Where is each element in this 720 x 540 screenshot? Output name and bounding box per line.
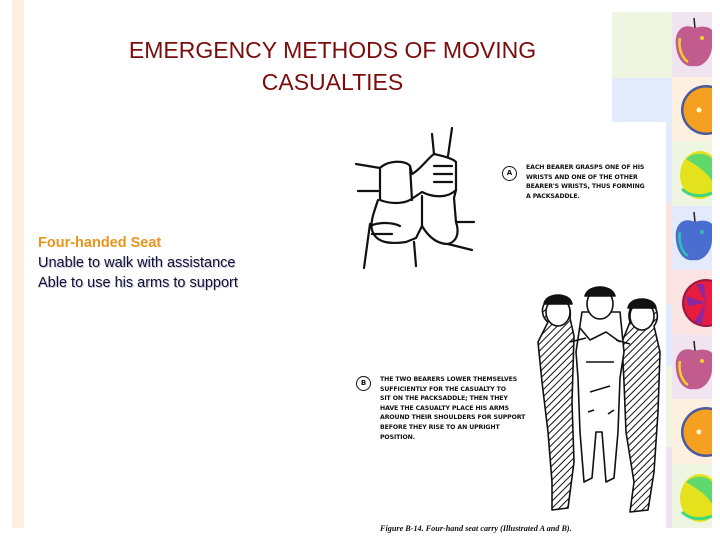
step-a-text bbox=[526, 163, 645, 201]
orange-icon bbox=[672, 77, 712, 142]
fruit-tile bbox=[672, 464, 712, 529]
description-block bbox=[38, 233, 238, 293]
left-accent-strip bbox=[12, 0, 24, 528]
step-b-line: HAVE THE CASUALTY PLACE HIS ARMS bbox=[380, 404, 509, 412]
apple-icon bbox=[672, 206, 712, 271]
step-b-badge: B bbox=[356, 376, 371, 391]
step-b-line: AROUND THEIR SHOULDERS FOR SUPPORT bbox=[380, 414, 526, 422]
apple-icon bbox=[672, 12, 712, 77]
step-b-line: POSITION. bbox=[380, 433, 415, 441]
description-line: Unable to walk with assistance bbox=[38, 255, 236, 271]
step-a-line: BEARER'S WRISTS, THUS FORMING bbox=[526, 183, 645, 191]
description-line: Able to use his arms to support bbox=[38, 275, 238, 291]
fruit-column bbox=[672, 12, 712, 528]
fruit-tile bbox=[672, 12, 712, 77]
grapefruit-icon bbox=[672, 270, 712, 335]
step-a-line: A PACKSADDLE. bbox=[526, 192, 580, 200]
fruit-tile bbox=[672, 270, 712, 335]
lemon-icon bbox=[672, 464, 712, 529]
hands-grip-illustration bbox=[348, 126, 488, 276]
slide-title bbox=[60, 34, 605, 98]
figure-caption: Figure B-14. Four-hand seat carry (Illustrated A and B). bbox=[380, 524, 572, 533]
bearers-carry-illustration bbox=[530, 282, 666, 518]
title-line-1: EMERGENCY METHODS OF MOVING bbox=[128, 37, 537, 63]
fruit-tile bbox=[672, 206, 712, 271]
fruit-tile bbox=[672, 77, 712, 142]
figure-illustration bbox=[340, 122, 666, 533]
step-b-line: SIT ON THE PACKSADDLE; THEN THEY bbox=[380, 395, 508, 403]
apple-icon bbox=[672, 335, 712, 400]
fruit-tile bbox=[672, 141, 712, 206]
step-a-line: EACH BEARER GRASPS ONE OF HIS bbox=[526, 164, 645, 171]
fruit-tile bbox=[672, 335, 712, 400]
step-a-line: WRISTS AND ONE OF THE OTHER bbox=[526, 173, 638, 181]
method-heading: Four-handed Seat bbox=[38, 235, 162, 251]
lemon-icon bbox=[672, 141, 712, 206]
step-b-line: THE TWO BEARERS LOWER THEMSELVES bbox=[380, 376, 518, 383]
orange-icon bbox=[672, 399, 712, 464]
step-b-line: BEFORE THEY RISE TO AN UPRIGHT bbox=[380, 423, 500, 431]
step-b-text bbox=[380, 375, 525, 442]
fruit-tile bbox=[672, 399, 712, 464]
decor-square-blue bbox=[612, 78, 672, 122]
step-a-badge: A bbox=[502, 166, 517, 181]
step-b-line: SUFFICIENTLY FOR THE CASUALTY TO bbox=[380, 385, 506, 393]
decor-square-green bbox=[612, 12, 672, 78]
title-line-2: CASUALTIES bbox=[261, 69, 404, 95]
